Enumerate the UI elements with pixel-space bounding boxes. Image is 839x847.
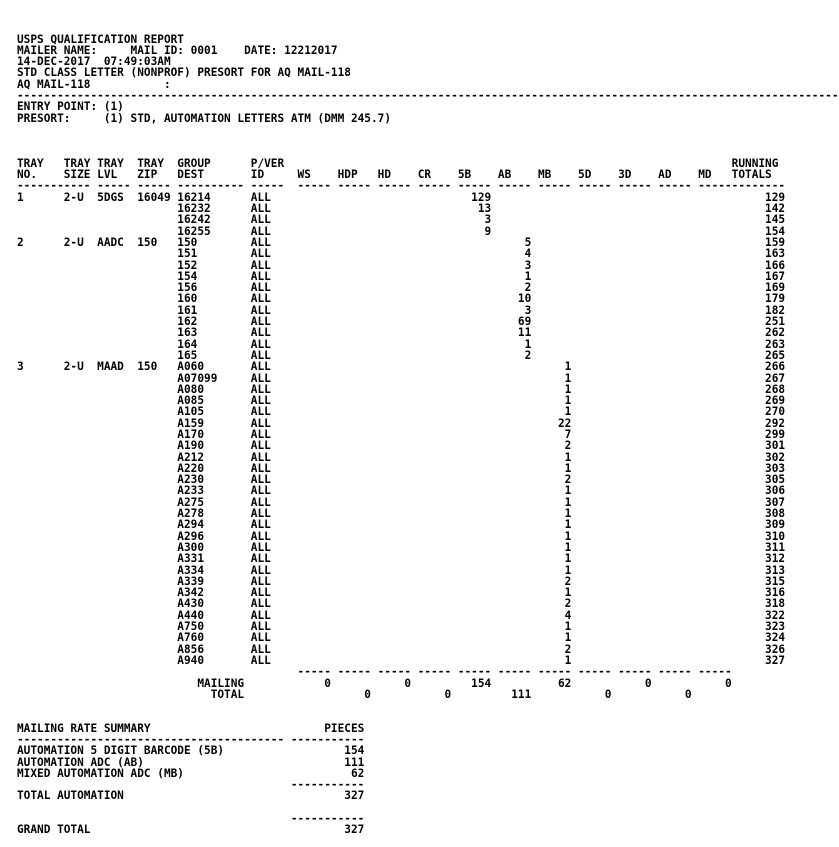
summary-row: MIXED AUTOMATION ADC (MB) 62	[17, 766, 365, 780]
mail-class-line: STD CLASS LETTER (NONPROF) PRESORT FOR AQ MAIL-118	[17, 66, 351, 80]
table-row: 156 ALL 2 169	[17, 281, 786, 295]
table-row: A856 ALL 2 326	[17, 642, 786, 656]
blank-line	[17, 124, 834, 135]
table-row: A230 ALL 2 305	[17, 473, 786, 487]
table-row: A750 ALL 1 323	[17, 620, 786, 634]
mailing-total-row-1: MAILING 0 0 154 62 0 0	[17, 676, 732, 690]
table-row: 16255 ALL 9 154	[17, 224, 786, 238]
table-row: A212 ALL 1 302	[17, 450, 786, 464]
table-row: A342 ALL 1 316	[17, 586, 786, 600]
summary-subtotal-underline: -----------	[17, 778, 365, 792]
table-row: 160 ALL 10 179	[17, 292, 786, 306]
table-row: 2 2-U AADC 150 150 ALL 5 159	[17, 235, 786, 249]
table-row: 1 2-U 5DGS 16049 16214 ALL 129 129	[17, 190, 786, 204]
table-row: A275 ALL 1 307	[17, 495, 786, 509]
table-row: A334 ALL 1 313	[17, 563, 786, 577]
table-row: 162 ALL 69 251	[17, 315, 786, 329]
table-row: A296 ALL 1 310	[17, 529, 786, 543]
divider-line: ---------------------------------------------------------------------------------------------------------------------------	[17, 89, 839, 103]
grand-total-underline: -----------	[17, 812, 365, 826]
column-header-row-2: NO. SIZE LVL ZIP DEST ID WS HDP HD CR 5B AB MB 5D 3D AD MD TOTALS	[17, 168, 772, 182]
table-row: A220 ALL 1 303	[17, 461, 786, 475]
mailing-total-underline: ----- ----- ----- ----- ----- ----- ----- ----- ----- ----- -----	[17, 665, 732, 679]
report-header	[17, 32, 839, 136]
mailing-total-row-2: TOTAL 0 0 111 0 0	[17, 687, 692, 701]
table-row: 164 ALL 1 263	[17, 337, 786, 351]
report-title: USPS QUALIFICATION REPORT	[17, 32, 184, 46]
table-row: A159 ALL 22 292	[17, 416, 786, 430]
grand-total-row: GRAND TOTAL 327	[17, 823, 365, 837]
summary-row: AUTOMATION ADC (AB) 111	[17, 755, 365, 769]
summary-underline: ---------------------------------------- -----------	[17, 733, 365, 746]
table-row: A105 ALL 1 270	[17, 405, 786, 419]
column-header-underline: ----------- ----- ----- ---------- ----- ----- ----- ----- ----- ----- ----- ----- ----- ----- ----- -------------	[17, 179, 786, 193]
table-row: 151 ALL 4 163	[17, 247, 786, 261]
summary-header-row: MAILING RATE SUMMARY PIECES	[17, 721, 365, 735]
table-row: A080 ALL 1 268	[17, 382, 786, 396]
table-row: 165 ALL 2 265	[17, 348, 786, 362]
mailer-info-line: MAILER NAME: MAIL ID: 0001 DATE: 12212017	[17, 43, 338, 57]
table-row: 161 ALL 3 182	[17, 303, 786, 317]
table-row: A190 ALL 2 301	[17, 439, 786, 453]
table-row: A300 ALL 1 311	[17, 540, 786, 554]
table-row: A331 ALL 1 312	[17, 552, 786, 566]
presort-line: PRESORT: (1) STD, AUTOMATION LETTERS ATM (DMM 245.7)	[17, 111, 392, 125]
presort-listing-table	[17, 158, 834, 700]
table-row: 163 ALL 11 262	[17, 326, 786, 340]
table-row: A294 ALL 1 309	[17, 518, 786, 532]
table-row: 16232 ALL 13 142	[17, 202, 786, 216]
summary-row: AUTOMATION 5 DIGIT BARCODE (5B) 154	[17, 744, 365, 758]
table-row: A760 ALL 1 324	[17, 631, 786, 645]
table-row: A440 ALL 4 322	[17, 608, 786, 622]
table-row: A430 ALL 2 318	[17, 597, 786, 611]
table-row: 152 ALL 3 166	[17, 258, 786, 272]
table-row: A940 ALL 1 327	[17, 653, 786, 667]
job-name-line: AQ MAIL-118 :	[17, 77, 171, 91]
table-row: A07099 ALL 1 267	[17, 371, 786, 385]
table-row: A085 ALL 1 269	[17, 394, 786, 408]
total-automation-row: TOTAL AUTOMATION 327	[17, 789, 365, 803]
run-datetime-line: 14-DEC-2017 07:49:03AM	[17, 55, 171, 69]
column-header-row-1: TRAY TRAY TRAY TRAY GROUP P/VER RUNNING	[17, 156, 779, 170]
entry-point-line: ENTRY POINT: (1)	[17, 100, 124, 114]
table-row: 154 ALL 1 167	[17, 269, 786, 283]
table-row: 3 2-U MAAD 150 A060 ALL 1 266	[17, 360, 786, 374]
mailing-rate-summary	[17, 723, 834, 836]
table-row: A170 ALL 7 299	[17, 427, 786, 441]
table-row: A278 ALL 1 308	[17, 507, 786, 521]
table-row: 16242 ALL 3 145	[17, 213, 786, 227]
table-row: A339 ALL 2 315	[17, 574, 786, 588]
table-row: A233 ALL 1 306	[17, 484, 786, 498]
